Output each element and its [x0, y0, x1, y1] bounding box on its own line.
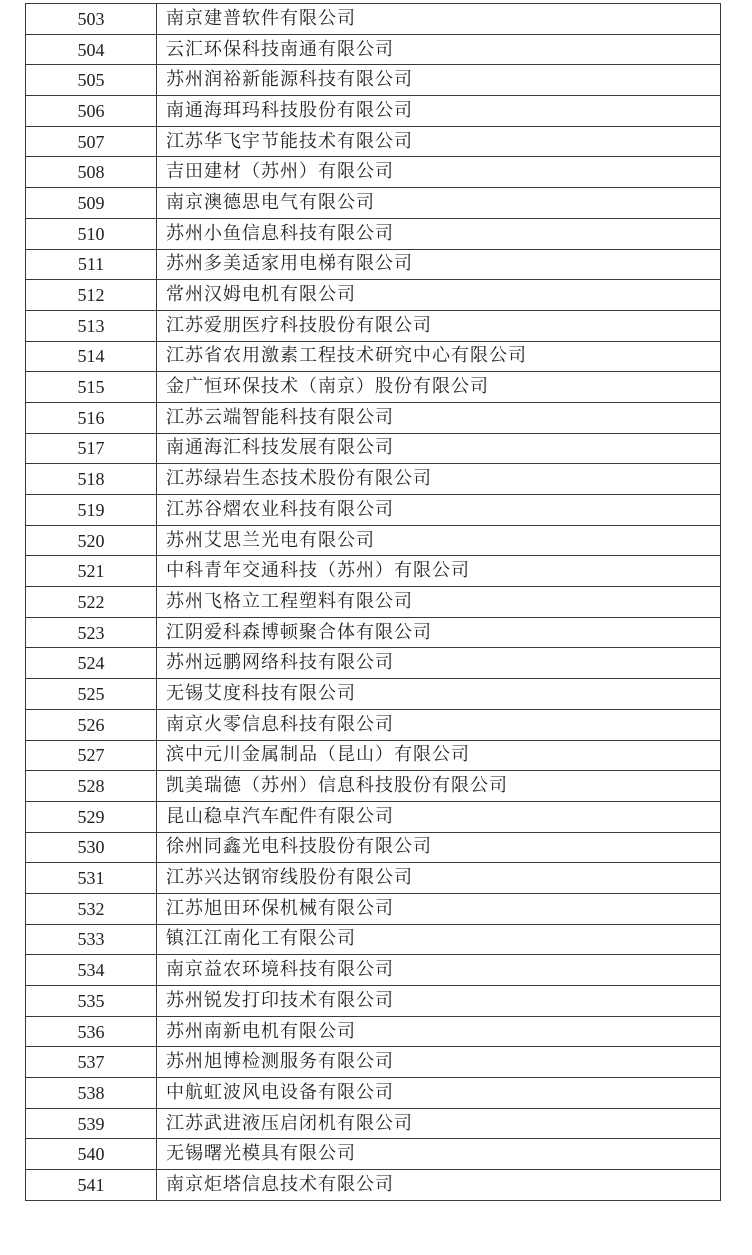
company-name: 凯美瑞德（苏州）信息科技股份有限公司	[157, 771, 721, 802]
row-number: 536	[26, 1016, 157, 1047]
table-row	[26, 986, 721, 1017]
row-number: 531	[26, 863, 157, 894]
table-row	[26, 740, 721, 771]
row-number: 510	[26, 218, 157, 249]
row-number: 513	[26, 310, 157, 341]
company-name: 江苏绿岩生态技术股份有限公司	[157, 464, 721, 495]
row-number: 532	[26, 893, 157, 924]
row-number: 519	[26, 495, 157, 526]
row-number: 541	[26, 1170, 157, 1201]
company-name: 苏州多美适家用电梯有限公司	[157, 249, 721, 280]
row-number: 524	[26, 648, 157, 679]
table-row	[26, 34, 721, 65]
company-name: 江苏旭田环保机械有限公司	[157, 893, 721, 924]
company-name: 江苏谷熠农业科技有限公司	[157, 495, 721, 526]
company-name: 南京炬塔信息技术有限公司	[157, 1170, 721, 1201]
table-row	[26, 126, 721, 157]
company-name: 苏州南新电机有限公司	[157, 1016, 721, 1047]
company-name: 江苏爱朋医疗科技股份有限公司	[157, 310, 721, 341]
row-number: 509	[26, 188, 157, 219]
table-row	[26, 310, 721, 341]
company-name: 苏州飞格立工程塑料有限公司	[157, 587, 721, 618]
company-name: 中航虹波风电设备有限公司	[157, 1078, 721, 1109]
table-row	[26, 188, 721, 219]
company-name: 南通海汇科技发展有限公司	[157, 433, 721, 464]
table-row	[26, 218, 721, 249]
table-row	[26, 525, 721, 556]
company-name: 吉田建材（苏州）有限公司	[157, 157, 721, 188]
row-number: 533	[26, 924, 157, 955]
company-name: 南京火零信息科技有限公司	[157, 709, 721, 740]
table-row	[26, 1170, 721, 1201]
company-name: 苏州旭博检测服务有限公司	[157, 1047, 721, 1078]
row-number: 526	[26, 709, 157, 740]
company-name: 南京澳德思电气有限公司	[157, 188, 721, 219]
company-name: 滨中元川金属制品（昆山）有限公司	[157, 740, 721, 771]
company-name: 苏州艾思兰光电有限公司	[157, 525, 721, 556]
row-number: 512	[26, 280, 157, 311]
row-number: 503	[26, 4, 157, 35]
table-row	[26, 4, 721, 35]
company-name: 苏州锐发打印技术有限公司	[157, 986, 721, 1017]
row-number: 528	[26, 771, 157, 802]
table-row	[26, 832, 721, 863]
company-name: 云汇环保科技南通有限公司	[157, 34, 721, 65]
row-number: 516	[26, 402, 157, 433]
row-number: 537	[26, 1047, 157, 1078]
company-name: 常州汉姆电机有限公司	[157, 280, 721, 311]
table-row	[26, 587, 721, 618]
table-row	[26, 771, 721, 802]
row-number: 517	[26, 433, 157, 464]
table-row	[26, 648, 721, 679]
table-row	[26, 464, 721, 495]
row-number: 511	[26, 249, 157, 280]
table-row	[26, 617, 721, 648]
company-name: 无锡艾度科技有限公司	[157, 679, 721, 710]
row-number: 506	[26, 96, 157, 127]
row-number: 515	[26, 372, 157, 403]
table-row	[26, 1139, 721, 1170]
table-row	[26, 679, 721, 710]
row-number: 521	[26, 556, 157, 587]
table-row	[26, 433, 721, 464]
table-row	[26, 341, 721, 372]
table-row	[26, 280, 721, 311]
company-name: 江苏武进液压启闭机有限公司	[157, 1108, 721, 1139]
row-number: 540	[26, 1139, 157, 1170]
table-row	[26, 157, 721, 188]
company-name: 中科青年交通科技（苏州）有限公司	[157, 556, 721, 587]
row-number: 520	[26, 525, 157, 556]
company-name: 镇江江南化工有限公司	[157, 924, 721, 955]
row-number: 539	[26, 1108, 157, 1139]
company-name: 苏州润裕新能源科技有限公司	[157, 65, 721, 96]
table-row	[26, 556, 721, 587]
row-number: 504	[26, 34, 157, 65]
row-number: 534	[26, 955, 157, 986]
table-row	[26, 402, 721, 433]
table-row	[26, 1108, 721, 1139]
table-row	[26, 1047, 721, 1078]
table-row	[26, 801, 721, 832]
company-name: 苏州小鱼信息科技有限公司	[157, 218, 721, 249]
company-name: 江苏兴达钢帘线股份有限公司	[157, 863, 721, 894]
row-number: 514	[26, 341, 157, 372]
row-number: 530	[26, 832, 157, 863]
company-name: 昆山稳卓汽车配件有限公司	[157, 801, 721, 832]
row-number: 522	[26, 587, 157, 618]
table-row	[26, 372, 721, 403]
row-number: 525	[26, 679, 157, 710]
company-name: 南京建普软件有限公司	[157, 4, 721, 35]
table-row	[26, 1016, 721, 1047]
table-row	[26, 893, 721, 924]
table-row	[26, 96, 721, 127]
row-number: 518	[26, 464, 157, 495]
company-name: 江苏云端智能科技有限公司	[157, 402, 721, 433]
company-name: 江苏省农用激素工程技术研究中心有限公司	[157, 341, 721, 372]
company-name: 苏州远鹏网络科技有限公司	[157, 648, 721, 679]
company-name: 金广恒环保技术（南京）股份有限公司	[157, 372, 721, 403]
row-number: 535	[26, 986, 157, 1017]
table-row	[26, 955, 721, 986]
company-name: 南京益农环境科技有限公司	[157, 955, 721, 986]
table-row	[26, 863, 721, 894]
row-number: 538	[26, 1078, 157, 1109]
company-name: 无锡曙光模具有限公司	[157, 1139, 721, 1170]
company-list-table	[25, 3, 721, 1201]
table-row	[26, 249, 721, 280]
table-row	[26, 709, 721, 740]
company-name: 南通海珥玛科技股份有限公司	[157, 96, 721, 127]
table-row	[26, 924, 721, 955]
table-row	[26, 1078, 721, 1109]
company-list-body	[26, 4, 721, 1201]
table-row	[26, 65, 721, 96]
row-number: 505	[26, 65, 157, 96]
row-number: 523	[26, 617, 157, 648]
company-name: 徐州同鑫光电科技股份有限公司	[157, 832, 721, 863]
company-name: 江阴爱科森博顿聚合体有限公司	[157, 617, 721, 648]
table-row	[26, 495, 721, 526]
row-number: 529	[26, 801, 157, 832]
row-number: 527	[26, 740, 157, 771]
company-name: 江苏华飞宇节能技术有限公司	[157, 126, 721, 157]
row-number: 508	[26, 157, 157, 188]
row-number: 507	[26, 126, 157, 157]
